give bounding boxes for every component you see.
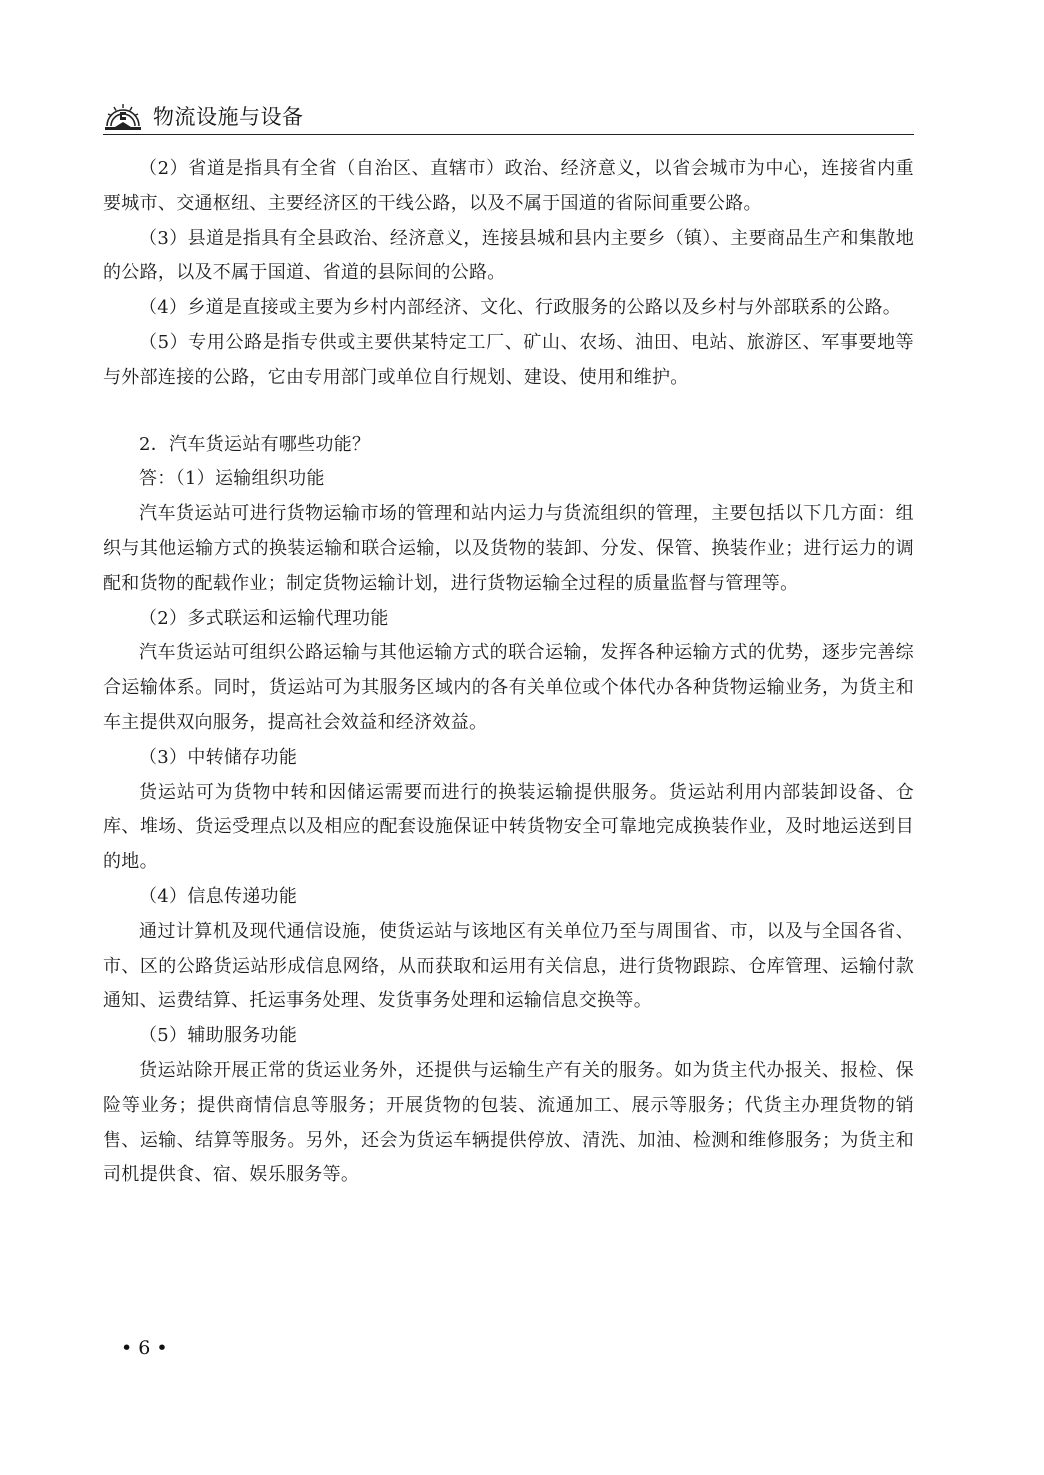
paragraph-provincial-road: （2）省道是指具有全省（自治区、直辖市）政治、经济意义，以省会城市为中心，连接省内重要城市、交通枢纽、主要经济区的干线公路，以及不属于国道的省际间重要公路。 bbox=[103, 158, 914, 214]
paragraph-county-road: （3）县道是指具有全县政治、经济意义，连接县城和县内主要乡（镇）、主要商品生产和集散地的公路，以及不属于国道、省道的县际间的公路。 bbox=[103, 227, 914, 284]
answer-item-5-body: 货运站除开展正常的货运业务外，还提供与运输生产有关的服务。如为货主代办报关、报检、保险等业务；提供商情信息等服务；开展货物的包装、流通加工、展示等服务；代货主办理货物的销售、运输、结算等服务。另外，还会为货运车辆提供停放、清洗、加油、检测和维修服务；为货主和司机提供食、宿、娱乐服务等。 bbox=[103, 1059, 914, 1186]
answer-item-1-heading: 答：（1）运输组织功能 bbox=[139, 468, 325, 490]
answer-item-5-heading: （5）辅助服务功能 bbox=[139, 1025, 298, 1047]
paragraph-special-road: （5）专用公路是指专供或主要供某特定工厂、矿山、农场、油田、电站、旅游区、军事要地等与外部连接的公路，它由专用部门或单位自行规划、建设、使用和维护。 bbox=[103, 331, 914, 388]
answer-item-3-heading: （3）中转储存功能 bbox=[139, 746, 298, 768]
running-header bbox=[103, 100, 914, 134]
answer-item-4-body: 通过计算机及现代通信设施，使货运站与该地区有关单位乃至与周围省、市，以及与全国各省、市、区的公路货运站形成信息网络，从而获取和运用有关信息，进行货物跟踪、仓库管理、运输付款通知、运费结算、托运事务处理、发货事务处理和运输信息交换等。 bbox=[103, 920, 914, 1012]
paragraph-township-road: （4）乡道是直接或主要为乡村内部经济、文化、行政服务的公路以及乡村与外部联系的公路。 bbox=[139, 297, 902, 319]
question-heading: 2．汽车货运站有哪些功能？ bbox=[139, 433, 371, 455]
answer-item-4-heading: （4）信息传递功能 bbox=[139, 885, 298, 907]
answer-item-2-body: 汽车货运站可组织公路运输与其他运输方式的联合运输，发挥各种运输方式的优势，逐步完善综合运输体系。同时，货运站可为其服务区域内的各有关单位或个体代办各种货物运输业务，为货主和车主提供双向服务，提高社会效益和经济效益。 bbox=[103, 642, 914, 733]
answer-item-1-body: 汽车货运站可进行货物运输市场的管理和站内运力与货流组织的管理，主要包括以下几方面：组织与其他运输方式的换装运输和联合运输，以及货物的装卸、分发、保管、换装作业；进行运力的调配和货物的配载作业；制定货物运输计划，进行货物运输全过程的质量监督与管理等。 bbox=[103, 503, 914, 594]
page-body bbox=[103, 152, 914, 1193]
answer-item-3-body: 货运站可为货物中转和因储运需要而进行的换装运输提供服务。货运站利用内部装卸设备、仓库、堆场、货运受理点以及相应的配套设施保证中转货物安全可靠地完成换装作业，及时地运送到目的地。 bbox=[103, 781, 914, 873]
header-rule bbox=[103, 134, 914, 135]
page-number: • 6 • bbox=[121, 1337, 168, 1359]
book-title: 物流设施与设备 bbox=[153, 105, 304, 129]
book-publisher-logo-icon bbox=[103, 100, 143, 132]
answer-item-2-heading: （2）多式联运和运输代理功能 bbox=[139, 607, 389, 629]
section-spacer bbox=[103, 396, 914, 428]
